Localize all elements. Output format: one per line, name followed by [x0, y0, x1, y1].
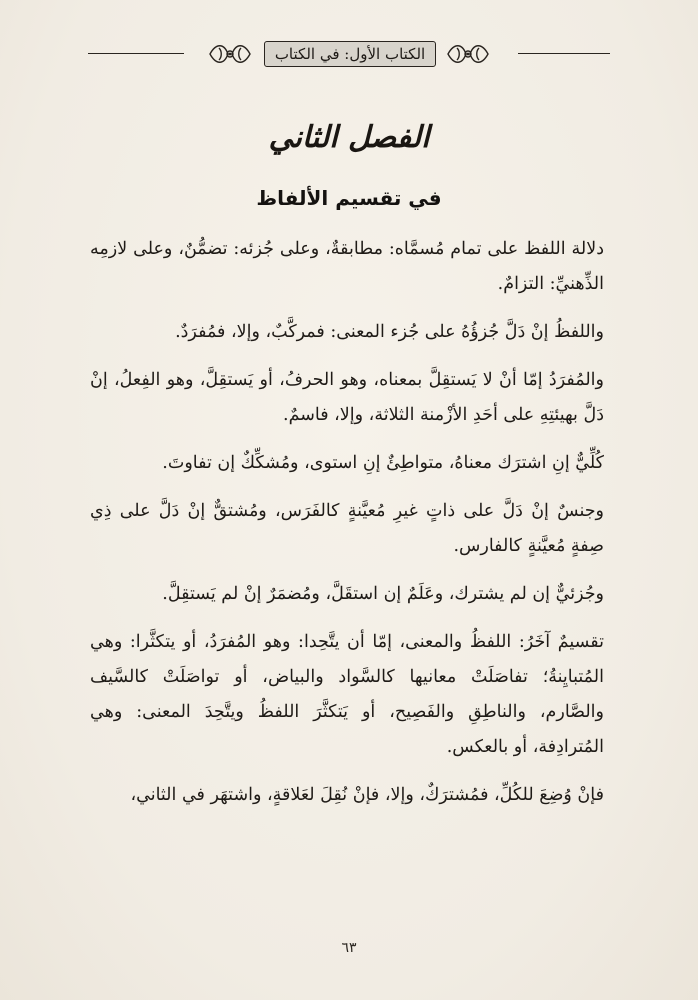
- paragraph: وجُزئيٌّ إن لم يشترك، وعَلَمٌ إن استقَلَّ، ومُضمَرٌ إنْ لم يَستقِلَّ.: [162, 584, 604, 604]
- header-rule-left: [88, 53, 184, 54]
- paragraph: دلالة اللفظ على تمام مُسمَّاه: مطابقةٌ، وعلى جُزئه: تضمُّنٌ، وعلى لازمِه الذِّهنيِّ: التزامٌ.: [90, 239, 604, 294]
- paragraph: والمُفرَدُ إمّا أنْ لا يَستقِلَّ بمعناه، وهو الحرفُ، أو يَستقِلَّ، وهو الفِعلُ، إنْ دَلَّ بهيئتِهِ على أحَدِ الأزْمنة الثلاثة، وإلا، فاسمٌ.: [90, 370, 604, 425]
- chapter-subtitle: في تقسيم الألفاظ: [256, 186, 442, 210]
- ornament-left-icon: [208, 39, 252, 69]
- paragraph: فإنْ وُضِعَ للكُلِّ، فمُشترَكٌ، وإلا، فإنْ نُقِلَ لعَلاقةٍ، واشتهَر في الثاني،: [130, 785, 604, 805]
- paragraph: وجنسٌ إنْ دَلَّ على ذاتٍ غيرِ مُعيَّنةٍ كالفَرَس، ومُشتقٌّ إنْ دَلَّ على ذِي صِفةٍ مُعيَّنةٍ كالفارس.: [90, 501, 604, 556]
- chapter-title: الفصل الثاني: [268, 120, 430, 155]
- running-header: [88, 36, 610, 72]
- page-number: ٦٣: [341, 940, 357, 956]
- header-rule-right: [518, 53, 610, 54]
- paragraph: كُلِّيٌّ إنِ اشترَك معناهُ، متواطِئٌ إنِ استوى، ومُشكِّكٌ إن تفاوتَ.: [162, 453, 604, 473]
- paragraph: تقسيمٌ آخَرُ: اللفظُ والمعنى، إمّا أن يتَّحِدا: وهو المُفرَدُ، أو يتكثَّرا: وهي المُتبايِنةُ؛ تفاصَلَتْ معانيها كالسَّواد والبياض، أو تواصَلَتْ كالسَّيف والصَّارم، والناطِقِ والفَصِيح، أو يَتكثَّرَ اللفظُ ويتَّحِدَ المعنى: وهي المُترادِفة، أو بالعكس.: [90, 632, 604, 757]
- running-title: الكتاب الأول: في الكتاب: [264, 41, 436, 67]
- body-text: [90, 232, 604, 826]
- paragraph: واللفظُ إنْ دَلَّ جُزؤُهُ على جُزء المعنى: فمركَّبٌ، وإلا، فمُفرَدٌ.: [175, 322, 604, 342]
- ornament-right-icon: [446, 39, 490, 69]
